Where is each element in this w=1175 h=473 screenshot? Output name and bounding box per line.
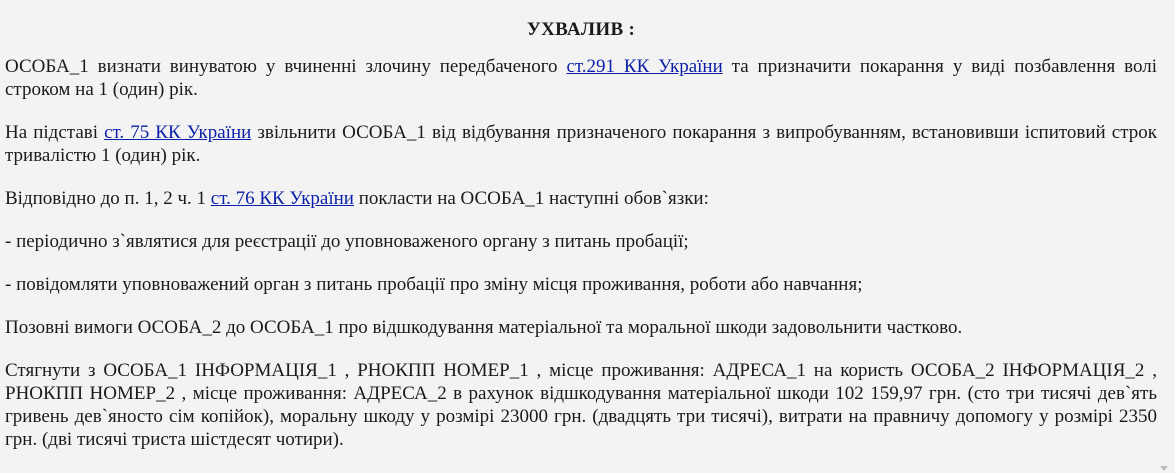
law-link-article-291[interactable]: ст.291 КК України bbox=[566, 56, 723, 77]
law-link-article-76[interactable]: ст. 76 КК України bbox=[210, 188, 354, 209]
paragraph-sentence bbox=[5, 55, 1157, 101]
law-link-article-75[interactable]: ст. 75 КК України bbox=[104, 122, 252, 143]
paragraph-text: ОСОБА_1 визнати винуватою у вчиненні злочину передбаченого bbox=[5, 56, 567, 77]
paragraph-text: Відповідно до п. 1, 2 ч. 1 bbox=[5, 188, 211, 209]
scroll-down-arrow-icon[interactable] bbox=[1160, 466, 1168, 471]
duty-item-notify: - повідомляти уповноважений орган з питань пробації про зміну місця проживання, роботи або навчання; bbox=[5, 274, 863, 295]
paragraph-text: та призначити покарання у виді позбавлення волі строком на 1 (один) рік. bbox=[5, 56, 1157, 100]
paragraph-claims: Позовні вимоги ОСОБА_2 до ОСОБА_1 про відшкодування матеріальної та моральної шкоди задовольнити частково. bbox=[5, 317, 963, 338]
paragraph-duties bbox=[5, 187, 1157, 210]
paragraph-recovery: Стягнути з ОСОБА_1 ІНФОРМАЦІЯ_1 , РНОКПП НОМЕР_1 , місце проживання: АДРЕСА_1 на користь ОСОБА_2 ІНФОРМАЦІЯ_2 , РНОКПП НОМЕР_2 , місце проживання: АДРЕСА_2 в рахунок відшкодування матеріальної шкоди 102 159,97 грн. (сто три тисячі дев`ять гривень дев`яносто сім копійок), моральну шкоду у розмірі 23000 грн. (двадцять три тисячі), витрати на правничу допомогу у розмірі 2350 грн. (дві тисячі триста шістдесят чотири). bbox=[5, 360, 1157, 450]
vertical-scrollbar[interactable] bbox=[1161, 0, 1175, 473]
duty-item-registration: - періодично з`являтися для реєстрації до уповноваженого органу з питань пробації; bbox=[5, 231, 689, 252]
paragraph-text: покласти на ОСОБА_1 наступні обов`язки: bbox=[353, 188, 709, 209]
document-body bbox=[5, 0, 1157, 451]
paragraph-text: На підставі bbox=[5, 122, 105, 143]
paragraph-text: звільнити ОСОБА_1 від відбування призначеного покарання з випробуванням, встановивши іспитовий строк тривалістю 1 (один) рік. bbox=[5, 122, 1157, 166]
resolution-heading: УХВАЛИВ : bbox=[526, 19, 636, 40]
paragraph-probation bbox=[5, 121, 1157, 167]
